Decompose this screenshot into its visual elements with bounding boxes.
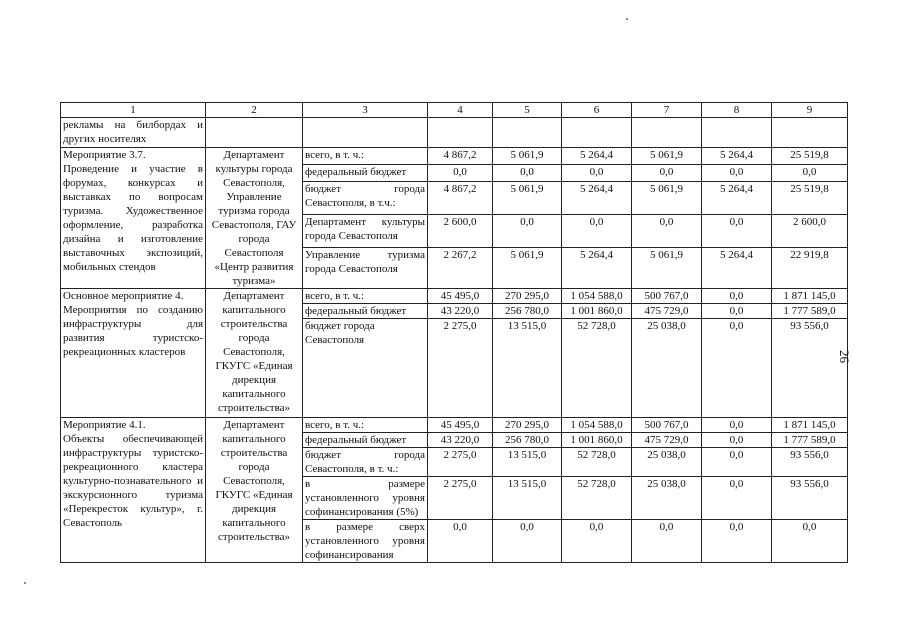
page-number: 26 — [837, 350, 852, 363]
header-cell: 7 — [632, 103, 702, 118]
value-cell: 93 556,0 — [772, 319, 848, 418]
table-row — [61, 118, 848, 148]
budget-table — [60, 102, 848, 563]
value-cell: 5 264,4 — [702, 182, 772, 215]
carry-text: рекламы на билбордах и других носителях — [61, 118, 206, 148]
funding-source: в размере установленного уровня софинансирования (5%) — [303, 477, 428, 520]
header-row — [61, 103, 848, 118]
funding-source: в размере сверх установленного уровня софинансирования — [303, 520, 428, 563]
value-cell: 25 038,0 — [632, 319, 702, 418]
value-cell: 256 780,0 — [493, 304, 562, 319]
table-row — [61, 289, 848, 304]
value-cell: 270 295,0 — [493, 418, 562, 433]
header-cell: 5 — [493, 103, 562, 118]
value-cell: 270 295,0 — [493, 289, 562, 304]
value-cell: 52 728,0 — [562, 477, 632, 520]
header-cell: 4 — [428, 103, 493, 118]
funding-source: федеральный бюджет — [303, 433, 428, 448]
value-cell: 5 264,4 — [562, 182, 632, 215]
value-cell: 5 061,9 — [493, 182, 562, 215]
value-cell: 5 264,4 — [702, 148, 772, 165]
value-cell: 25 519,8 — [772, 148, 848, 165]
value-cell: 0,0 — [702, 477, 772, 520]
value-cell: 2 600,0 — [428, 215, 493, 248]
value-cell: 0,0 — [562, 215, 632, 248]
funding-source: бюджет города Севастополя — [303, 319, 428, 418]
activity-title: Основное мероприятие 4. — [63, 290, 184, 302]
funding-source: всего, в т. ч.: — [303, 418, 428, 433]
value-cell: 4 867,2 — [428, 148, 493, 165]
table-row — [61, 418, 848, 433]
value-cell: 2 600,0 — [772, 215, 848, 248]
value-cell: 2 267,2 — [428, 248, 493, 289]
value-cell: 0,0 — [632, 215, 702, 248]
value-cell: 13 515,0 — [493, 477, 562, 520]
activity-4-1-cell — [61, 418, 206, 563]
value-cell: 5 061,9 — [493, 248, 562, 289]
value-cell: 5 061,9 — [493, 148, 562, 165]
value-cell: 500 767,0 — [632, 418, 702, 433]
value-cell: 0,0 — [702, 319, 772, 418]
value-cell: 52 728,0 — [562, 319, 632, 418]
value-cell: 93 556,0 — [772, 448, 848, 477]
header-cell: 6 — [562, 103, 632, 118]
value-cell: 2 275,0 — [428, 319, 493, 418]
value-cell: 0,0 — [493, 520, 562, 563]
value-cell: 5 061,9 — [632, 148, 702, 165]
value-cell: 13 515,0 — [493, 448, 562, 477]
value-cell: 0,0 — [702, 418, 772, 433]
value-cell: 5 061,9 — [632, 182, 702, 215]
funding-source: всего, в т. ч.: — [303, 289, 428, 304]
activity-description: Мероприятия по созданию инфраструктуры для развития туристско-рекреационных кластеров — [63, 304, 203, 358]
header-cell: 1 — [61, 103, 206, 118]
value-cell: 25 038,0 — [632, 477, 702, 520]
main-activity-4-cell — [61, 289, 206, 418]
value-cell: 475 729,0 — [632, 433, 702, 448]
value-cell: 5 264,4 — [562, 248, 632, 289]
activity-description: Проведение и участие в форумах, конкурсах и выставках по вопросам туризма. Художественное оформление, разработка дизайна и изготовление выставочных экспозиций, мобильных стендов — [63, 163, 203, 273]
table-row — [61, 148, 848, 165]
value-cell: 2 275,0 — [428, 448, 493, 477]
funding-source: бюджет города Севастополя, в т. ч.: — [303, 448, 428, 477]
value-cell: 0,0 — [493, 165, 562, 182]
value-cell: 1 871 145,0 — [772, 289, 848, 304]
header-cell: 3 — [303, 103, 428, 118]
value-cell: 45 495,0 — [428, 289, 493, 304]
value-cell: 0,0 — [632, 520, 702, 563]
value-cell: 25 038,0 — [632, 448, 702, 477]
value-cell: 0,0 — [428, 520, 493, 563]
header-cell: 2 — [206, 103, 303, 118]
funding-source: федеральный бюджет — [303, 165, 428, 182]
value-cell: 0,0 — [562, 165, 632, 182]
value-cell: 43 220,0 — [428, 433, 493, 448]
value-cell: 0,0 — [493, 215, 562, 248]
value-cell: 22 919,8 — [772, 248, 848, 289]
header-cell: 9 — [772, 103, 848, 118]
header-cell: 8 — [702, 103, 772, 118]
funding-source: федеральный бюджет — [303, 304, 428, 319]
funding-source: Управление туризма города Севастополя — [303, 248, 428, 289]
value-cell: 5 264,4 — [562, 148, 632, 165]
value-cell: 0,0 — [772, 520, 848, 563]
value-cell: 0,0 — [702, 304, 772, 319]
value-cell: 0,0 — [562, 520, 632, 563]
value-cell: 1 054 588,0 — [562, 289, 632, 304]
value-cell: 25 519,8 — [772, 182, 848, 215]
value-cell: 52 728,0 — [562, 448, 632, 477]
value-cell: 0,0 — [702, 448, 772, 477]
value-cell: 5 061,9 — [632, 248, 702, 289]
value-cell: 1 777 589,0 — [772, 433, 848, 448]
value-cell: 0,0 — [632, 165, 702, 182]
value-cell: 1 871 145,0 — [772, 418, 848, 433]
value-cell: 45 495,0 — [428, 418, 493, 433]
scan-speck — [626, 18, 628, 20]
value-cell: 0,0 — [702, 165, 772, 182]
activity-title: Мероприятие 4.1. — [63, 419, 146, 431]
value-cell: 1 001 860,0 — [562, 433, 632, 448]
value-cell: 5 264,4 — [702, 248, 772, 289]
value-cell: 256 780,0 — [493, 433, 562, 448]
scan-speck — [24, 582, 26, 584]
value-cell: 13 515,0 — [493, 319, 562, 418]
value-cell: 0,0 — [702, 433, 772, 448]
funding-source: бюджет города Севастополя, в т.ч.: — [303, 182, 428, 215]
value-cell: 1 054 588,0 — [562, 418, 632, 433]
value-cell: 93 556,0 — [772, 477, 848, 520]
value-cell: 4 867,2 — [428, 182, 493, 215]
value-cell: 2 275,0 — [428, 477, 493, 520]
activity-title: Мероприятие 3.7. — [63, 149, 146, 161]
value-cell: 0,0 — [702, 215, 772, 248]
value-cell: 0,0 — [428, 165, 493, 182]
value-cell: 0,0 — [772, 165, 848, 182]
activity-description: Объекты обеспечивающей инфраструктуры туристско-рекреационного кластера культурно-познавательного и экскурсионного туризма «Перекресток культур», г. Севастополь — [63, 433, 203, 529]
executor-cell: Департамент капитального строительства города Севастополя, ГКУГС «Единая дирекция капитального строительства» — [206, 418, 303, 563]
activity-3-7-cell — [61, 148, 206, 289]
value-cell: 0,0 — [702, 520, 772, 563]
funding-source: всего, в т. ч.: — [303, 148, 428, 165]
executor-cell: Департамент культуры города Севастополя, Управление туризма города Севастополя, ГАУ города Севастополя «Центр развития туризма» — [206, 148, 303, 289]
executor-cell: Департамент капитального строительства города Севастополя, ГКУГС «Единая дирекция капитального строительства» — [206, 289, 303, 418]
value-cell: 43 220,0 — [428, 304, 493, 319]
value-cell: 1 001 860,0 — [562, 304, 632, 319]
funding-source: Департамент культуры города Севастополя — [303, 215, 428, 248]
value-cell: 1 777 589,0 — [772, 304, 848, 319]
value-cell: 475 729,0 — [632, 304, 702, 319]
value-cell: 0,0 — [702, 289, 772, 304]
value-cell: 500 767,0 — [632, 289, 702, 304]
